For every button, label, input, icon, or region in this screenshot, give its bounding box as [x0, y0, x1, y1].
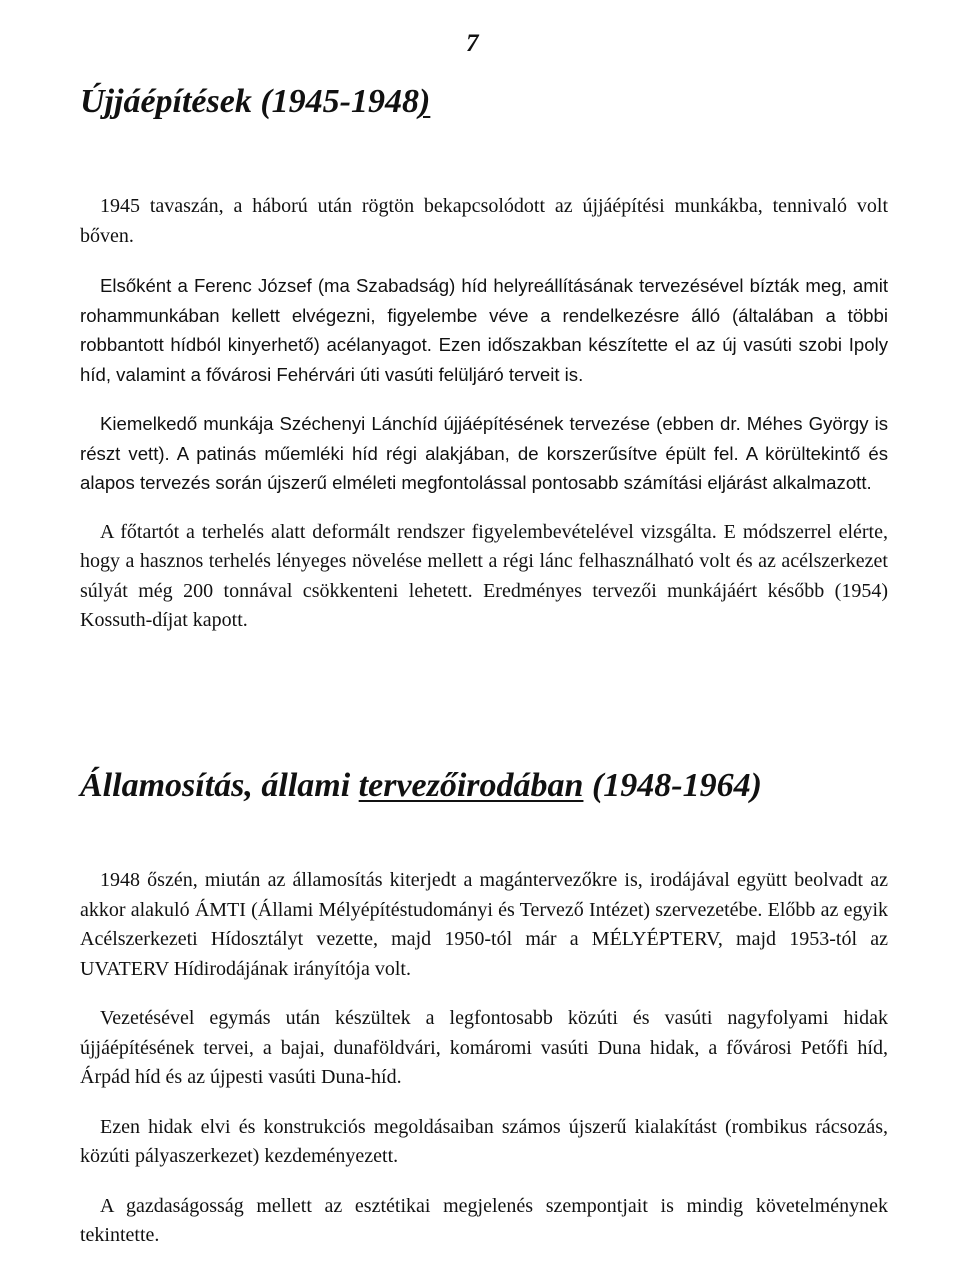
section-reconstruction-body — [80, 192, 888, 656]
section-title-reconstruction — [80, 82, 430, 122]
section-title-nationalization — [80, 766, 762, 806]
section-title-nationalization-post: (1948-1964) — [583, 767, 762, 804]
paragraph-5: 1948 őszén, miután az államosítás kiterjedt a magántervezőkre is, irodájával együtt beolvadt az akkor alakuló ÁMTI (Állami Mélyépítéstudományi és Tervező Intézet) szervezetébe. Előbb az egyik Acélszerkezeti Hídosztályt vezette, majd 1950-tól már a MÉLYÉPTERV, majd 1953-tól az UVATERV Hídirodájának irányítója volt. — [80, 869, 888, 980]
section-title-reconstruction-underlined: ) — [419, 83, 431, 120]
paragraph-8: A gazdaságosság mellett az esztétikai megjelenés szempontjait is mindig követelménynek tekintette. — [80, 1194, 888, 1246]
section-title-nationalization-pre: Államosítás, állami — [80, 767, 359, 804]
page-number: 7 — [466, 30, 479, 57]
section-title-reconstruction-main: Újjáépítések (1945-1948 — [80, 83, 419, 120]
section-title-nationalization-underlined: tervezőirodában — [358, 767, 584, 804]
paragraph-3: Kiemelkedő munkája Széchenyi Lánchíd újjáépítésének tervezése (ebben dr. Méhes György is részt vett). A patinás műemléki híd régi alakjában, de korszerűsítve épült fel. A körültekintő és alapos tervezés során újszerű elméleti megfontolással pontosabb számítási eljárást alkalmazott. — [80, 413, 888, 493]
paragraph-6: Vezetésével egymás után készültek a legfontosabb közúti és vasúti nagyfolyami hidak újjáépítésének tervei, a bajai, dunaföldvári, komáromi vasúti Duna hidak, a fővárosi Petőfi híd, Árpád híd és az újpesti vasúti Duna-híd. — [80, 1007, 888, 1088]
paragraph-1: 1945 tavaszán, a háború után rögtön bekapcsolódott az újjáépítési munkákba, tennivaló volt bőven. — [80, 195, 888, 247]
section-nationalization-body — [80, 866, 888, 1271]
paragraph-4: A főtartót a terhelés alatt deformált rendszer figyelembevételével vizsgálta. E módszerrel elérte, hogy a hasznos terhelés lényeges növelése mellett a régi lánc felhasználható volt és az acélszerkezet súlyát még 200 tonnával csökkenteni lehetett. Eredményes tervezői munkájáért később (1954) Kossuth-díjat kapott. — [80, 520, 888, 631]
paragraph-7: Ezen hidak elvi és konstrukciós megoldásaiban számos újszerű kialakítást (rombikus rácsozás, közúti pályaszerkezet) kezdeményezett. — [80, 1115, 888, 1167]
paragraph-2: Elsőként a Ferenc József (ma Szabadság) híd helyreállításának tervezésével bízták meg, amit rohammunkában kellett elvégezni, figyelembe véve a rendelkezésre álló (általában a többi robbantott hídból kinyerhető) acélanyagot. Ezen időszakban készítette el az új vasúti szobi Ipoly híd, valamint a fővárosi Fehérvári úti vasúti felüljáró terveit is. — [80, 275, 888, 385]
